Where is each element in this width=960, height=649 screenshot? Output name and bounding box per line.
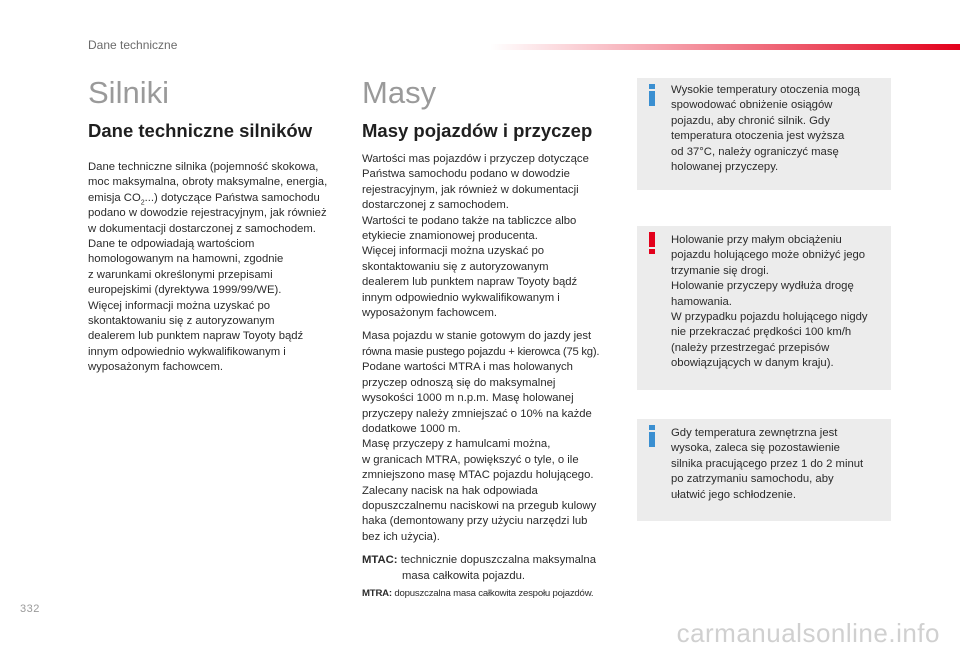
text-line: obowiązujących w danym kraju). [671, 357, 834, 370]
text-line: Gdy temperatura zewnętrzna jest [671, 427, 838, 439]
text-line: Masę przyczepy z hamulcami można, [362, 438, 551, 451]
text-line: skontaktowaniu się z autoryzowanym [88, 315, 275, 328]
text-line: Holowanie przyczepy wydłuża drogę [671, 280, 854, 293]
text-line: Holowanie przy małym obciążeniu [671, 234, 842, 246]
mtra-term: MTRA: [362, 587, 392, 599]
text-line: holowanej przyczepy. [671, 161, 779, 174]
mtra-definition [362, 588, 620, 600]
text-line: ułatwić jego schłodzenie. [671, 488, 796, 501]
text-line: wyposażonym fachowcem. [362, 307, 497, 320]
note-text [671, 426, 883, 503]
text-line: europejskimi (dyrektywa 1999/99/WE). [88, 284, 282, 297]
engines-paragraph [88, 160, 353, 376]
text-line: przyczepy należy zmniejszać o 10% na każde [362, 407, 592, 420]
text-line: skontaktowaniu się z autoryzowanym [362, 260, 549, 273]
text-line: przyczep odnoszą się do maksymalnej [362, 376, 556, 389]
mtac-term: MTAC: [362, 554, 398, 567]
text-line: od 37°C, należy ograniczyć masę [671, 145, 839, 158]
text-line: z warunkami określonymi przepisami [88, 268, 273, 281]
text-line: Wartości mas pojazdów i przyczep dotyczące [362, 153, 589, 165]
text-line: pojazdu, aby chronić silnik. Gdy [671, 114, 830, 127]
text-line: trzymanie się drogi. [671, 264, 769, 277]
text-line: Podane wartości MTRA i mas holowanych [362, 361, 573, 374]
text-line: dealerem lub punktem napraw Toyoty bądź [362, 276, 578, 289]
text-line: dopuszczalnemu naciskowi na przegub kulowy [362, 499, 597, 512]
text-line: Państwa samochodu podano w dowodzie [362, 168, 570, 181]
text-line: w granicach MTRA, powiększyć o tyle, o ile [362, 453, 579, 466]
text-line: po zatrzymaniu samochodu, aby [671, 473, 834, 486]
text-line: wyposażonym fachowcem. [88, 361, 223, 374]
subscript: 2 [140, 199, 145, 207]
masses-paragraph-2 [362, 329, 620, 545]
text-line: hamowania. [671, 295, 732, 308]
text-line: moc maksymalna, obroty maksymalne, energia, [88, 176, 328, 189]
note-text [671, 83, 883, 175]
mtac-definition [362, 553, 620, 584]
text-line: silnika pracującego przez 1 do 2 minut [671, 457, 864, 470]
text-line: dealerem lub punktem napraw Toyoty bądź [88, 330, 304, 343]
info-note-high-temperature [637, 78, 891, 190]
text-line: spowodować obniżenie osiągów [671, 99, 833, 112]
text-line: Więcej informacji można uzyskać po [362, 245, 545, 258]
text-line: równa masie pustego pojazdu + kierowca (75 kg). [362, 345, 600, 358]
text-line: wysokości 1000 m n.p.m. Masę holowanej [362, 392, 574, 405]
site-watermark: carmanualsonline.info [676, 618, 940, 648]
text-line: etykiecie znamionowej producenta. [362, 230, 538, 243]
text-line: w dokumentacji dostarczonej z samochodem. [88, 222, 316, 235]
text-line: Wysokie temperatury otoczenia mogą [671, 84, 860, 96]
page-number: 332 [20, 603, 40, 615]
info-icon [647, 84, 657, 106]
text-line: Dane te odpowiadają wartościom [88, 238, 255, 251]
exclamation-warning-icon [647, 232, 657, 254]
text-line: (należy przestrzegać przepisów [671, 341, 830, 354]
masses-section [362, 74, 620, 604]
text-line: Masa pojazdu w stanie gotowym do jazdy jest [362, 330, 592, 343]
mtac-description: technicznie dopuszczalna maksymalna [397, 554, 596, 567]
text-line: bez ich użycia). [362, 530, 440, 543]
text-fragment: ...) dotyczące Państwa samochodu [144, 191, 320, 204]
text-line: dostarczonej z samochodem. [362, 199, 509, 212]
info-note-engine-cooldown [637, 419, 891, 521]
text-line: innym odpowiednio wykwalifikowanym i [362, 291, 560, 304]
text-line: W przypadku pojazdu holującego nigdy [671, 311, 868, 324]
text-line: homologowanym na hamowni, zgodnie [88, 253, 284, 266]
mtra-description: dopuszczalna masa całkowita zespołu pojazdów. [391, 587, 594, 599]
warning-note-towing [637, 226, 891, 390]
note-text [671, 233, 883, 372]
text-line: dodatkowe 1000 m. [362, 422, 461, 435]
text-line: podano w dowodzie rejestracyjnym, jak również [88, 207, 327, 220]
text-line: pojazdu holującego może obniżyć jego [671, 249, 866, 262]
masses-subtitle: Masy pojazdów i przyczep [362, 120, 593, 141]
info-icon [647, 425, 657, 447]
masses-title: Masy [362, 75, 437, 110]
header-accent-rule [490, 44, 960, 50]
masses-paragraph-1 [362, 152, 620, 321]
engines-title: Silniki [88, 75, 169, 110]
text-line: innym odpowiednio wykwalifikowanym i [88, 345, 286, 358]
text-line: temperatura otoczenia jest wyższa [671, 130, 845, 143]
text-line [88, 191, 353, 206]
text-line: haka (demontowany przy użyciu narzędzi lub [362, 515, 588, 528]
engines-section [88, 74, 353, 384]
text-line: Wartości te podano także na tabliczce albo [362, 214, 577, 227]
text-line: Zalecany nacisk na hak odpowiada [362, 484, 538, 497]
text-line: Więcej informacji można uzyskać po [88, 299, 271, 312]
text-fragment: emisja CO [88, 191, 141, 204]
engines-subtitle: Dane techniczne silników [88, 120, 313, 141]
mtac-description-cont: masa całkowita pojazdu. [402, 569, 526, 582]
text-line: rejestracyjnym, jak również w dokumentacji [362, 183, 579, 196]
text-line: wysoka, zaleca się pozostawienie [671, 442, 840, 455]
text-line: zmniejszono masę MTAC pojazdu holującego. [362, 469, 594, 482]
text-line: nie przekraczać prędkości 100 km/h [671, 326, 852, 339]
section-header-label: Dane techniczne [88, 38, 178, 52]
text-line: Dane techniczne silnika (pojemność skokowa, [88, 161, 319, 173]
